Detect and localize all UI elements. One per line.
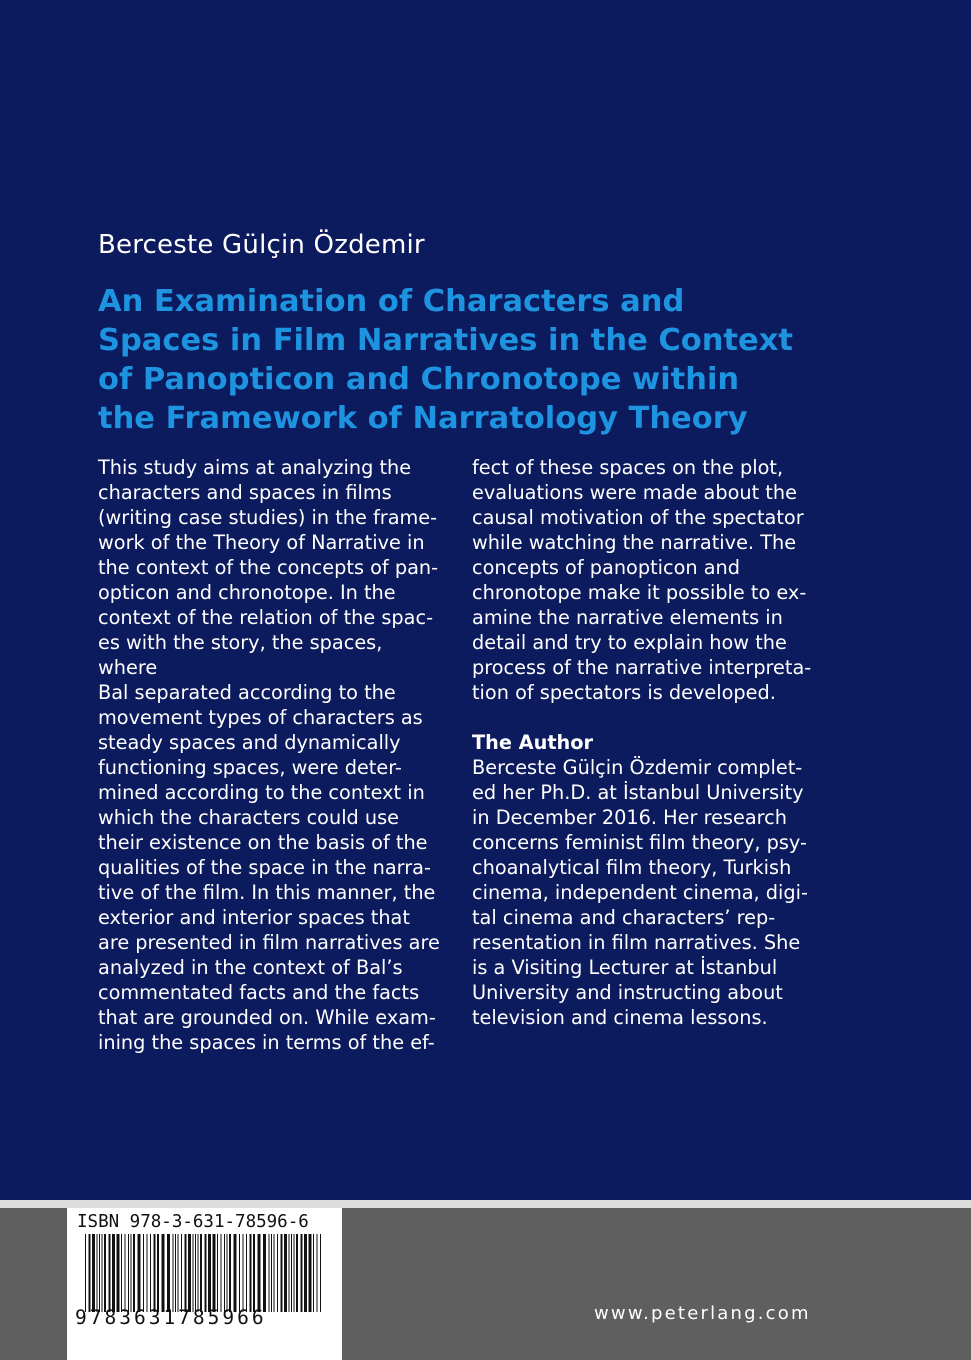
barcode-bar <box>217 1234 218 1312</box>
barcode-bar <box>250 1234 252 1312</box>
barcode-bar <box>296 1234 298 1312</box>
author-bio-line: television and cinema lessons. <box>472 1006 768 1029</box>
abstract-left-line: analyzed in the context of Bal’s <box>98 956 403 979</box>
abstract-left-line: commentated facts and the facts <box>98 981 420 1004</box>
barcode-bar <box>181 1234 182 1312</box>
barcode-bar <box>258 1234 261 1312</box>
barcode-bar <box>121 1234 122 1312</box>
barcode-bar <box>89 1234 91 1312</box>
abstract-right-line: causal motivation of the spectator <box>472 506 804 529</box>
barcode-bar <box>112 1234 115 1312</box>
author-bio-line: in December 2016. Her research <box>472 806 787 829</box>
barcode-bar <box>246 1234 247 1312</box>
author-name: Berceste Gülçin Özdemir <box>98 230 425 260</box>
abstract-left-line: (writing case studies) in the frame- <box>98 506 438 529</box>
paragraph-spacer <box>472 705 817 730</box>
barcode-bar <box>193 1234 194 1312</box>
publisher-website: www.peterlang.com <box>594 1303 811 1324</box>
abstract-right-line: detail and try to explain how the <box>472 631 787 654</box>
abstract-left-line: tive of the film. In this manner, the <box>98 881 436 904</box>
barcode-bar <box>239 1234 240 1312</box>
abstract-left-line: their existence on the basis of the <box>98 831 428 854</box>
author-bio-line: tal cinema and characters’ rep- <box>472 906 776 929</box>
barcode-bar <box>304 1234 307 1312</box>
barcode-bar <box>274 1234 275 1312</box>
barcode-bar <box>277 1234 278 1312</box>
barcode-bar <box>131 1234 132 1312</box>
barcode-bar <box>162 1234 165 1312</box>
barcode-bar <box>167 1234 170 1312</box>
barcode-bar <box>284 1234 287 1312</box>
barcode-bar <box>102 1234 103 1312</box>
barcode-bar <box>208 1234 211 1312</box>
abstract-left-line: the context of the concepts of pan- <box>98 556 439 579</box>
strip-divider <box>0 1200 971 1208</box>
abstract-right-line: chronotope make it possible to ex- <box>472 581 807 604</box>
abstract-left-line: opticon and chronotope. In the <box>98 581 396 604</box>
abstract-right-line: amine the narrative elements in <box>472 606 783 629</box>
barcode-bar <box>243 1234 244 1312</box>
abstract-left-line: which the characters could use <box>98 806 400 829</box>
barcode-bar <box>143 1234 144 1312</box>
abstract-left-line: This study aims at analyzing the <box>98 456 412 479</box>
barcode-icon <box>85 1234 325 1312</box>
barcode-bar <box>133 1234 135 1312</box>
barcode-bar <box>138 1234 141 1312</box>
barcode-bar <box>313 1234 314 1312</box>
barcode-bar <box>205 1234 207 1312</box>
author-bio-line: choanalytical film theory, Turkish <box>472 856 792 879</box>
abstract-left-text <box>98 455 443 1055</box>
abstract-left-line: steady spaces and dynamically <box>98 731 401 754</box>
book-title: An Examination of Characters and Spaces in Film Narratives in the Context of Panopticon and Chronotope within the Framework of Narratology Theory <box>98 284 793 436</box>
author-bio-line: University and instructing about <box>472 981 783 1004</box>
barcode-bar <box>320 1234 321 1312</box>
barcode-digits: 9783631785966 <box>75 1306 267 1329</box>
abstract-right-line: evaluations were made about the <box>472 481 797 504</box>
abstract-left-line: work of the Theory of Narrative in <box>98 531 425 554</box>
barcode-bar <box>253 1234 255 1312</box>
abstract-right-line: concepts of panopticon and <box>472 556 741 579</box>
abstract-right-line: process of the narrative interpreta- <box>472 656 812 679</box>
abstract-left-line: functioning spaces, were deter- <box>98 756 402 779</box>
author-bio-text <box>472 755 817 1030</box>
barcode-bar <box>289 1234 290 1312</box>
author-bio-line: is a Visiting Lecturer at İstanbul <box>472 956 778 979</box>
barcode-bar <box>99 1234 100 1312</box>
author-bio-line: ed her Ph.D. at İstanbul University <box>472 781 804 804</box>
barcode-bar <box>85 1234 86 1312</box>
barcode-panel <box>67 1208 342 1360</box>
barcode-bar <box>317 1234 318 1312</box>
barcode-bar <box>97 1234 98 1312</box>
abstract-left-line: qualities of the space in the narra- <box>98 856 431 879</box>
barcode-bar <box>157 1234 159 1312</box>
barcode-bar <box>263 1234 266 1312</box>
barcode-bar <box>221 1234 222 1312</box>
author-bio-line: cinema, independent cinema, digi- <box>472 881 808 904</box>
barcode-bar <box>269 1234 270 1312</box>
barcode-bar <box>125 1234 126 1312</box>
barcode-bar <box>271 1234 272 1312</box>
barcode-bar <box>175 1234 176 1312</box>
author-bio-line: resentation in film narratives. She <box>472 931 801 954</box>
barcode-bar <box>281 1234 283 1312</box>
barcode-bar <box>147 1234 148 1312</box>
abstract-left-line: movement types of characters as <box>98 706 423 729</box>
barcode-bar <box>128 1234 129 1312</box>
author-bio-heading: The Author <box>472 731 594 754</box>
abstract-right-line: fect of these spaces on the plot, <box>472 456 784 479</box>
author-bio-line: Berceste Gülçin Özdemir complet- <box>472 756 803 779</box>
abstract-right-line: while watching the narrative. The <box>472 531 797 554</box>
barcode-bar <box>173 1234 174 1312</box>
barcode-bar <box>301 1234 303 1312</box>
abstract-right-line: tion of spectators is developed. <box>472 681 776 704</box>
abstract-right-column <box>472 455 817 1030</box>
abstract-left-line: exterior and interior spaces that <box>98 906 410 929</box>
barcode-bar <box>185 1234 187 1312</box>
abstract-left-line: characters and spaces in films <box>98 481 392 504</box>
barcode-bar <box>178 1234 179 1312</box>
barcode-bar <box>291 1234 292 1312</box>
abstract-left-line: ining the spaces in terms of the ef- <box>98 1031 435 1054</box>
abstract-left-line: es with the story, the spaces, where <box>98 631 383 679</box>
barcode-bar <box>154 1234 156 1312</box>
barcode-bar <box>294 1234 295 1312</box>
barcode-bar <box>200 1234 202 1312</box>
barcode-bar <box>92 1234 95 1312</box>
barcode-bar <box>188 1234 191 1312</box>
abstract-left-line: Bal separated according to the <box>98 681 396 704</box>
abstract-left-column <box>98 455 443 1055</box>
barcode-bar <box>309 1234 312 1312</box>
barcode-bar <box>150 1234 151 1312</box>
barcode-bar <box>104 1234 106 1312</box>
isbn-label: ISBN 978-3-631-78596-6 <box>77 1212 309 1232</box>
abstract-left-line: mined according to the context in <box>98 781 425 804</box>
abstract-left-line: are presented in film narratives are <box>98 931 440 954</box>
barcode-bar <box>213 1234 216 1312</box>
barcode-bar <box>109 1234 111 1312</box>
abstract-right-text <box>472 455 817 705</box>
abstract-left-line: context of the relation of the spac- <box>98 606 434 629</box>
abstract-left-line: that are grounded on. While exam- <box>98 1006 436 1029</box>
barcode-bar <box>224 1234 225 1312</box>
barcode-bar <box>234 1234 237 1312</box>
barcode-bar <box>227 1234 228 1312</box>
barcode-bar <box>198 1234 199 1312</box>
author-bio-line: concerns feminist film theory, psy- <box>472 831 807 854</box>
barcode-bar <box>195 1234 196 1312</box>
barcode-bar <box>229 1234 231 1312</box>
barcode-bar <box>117 1234 120 1312</box>
